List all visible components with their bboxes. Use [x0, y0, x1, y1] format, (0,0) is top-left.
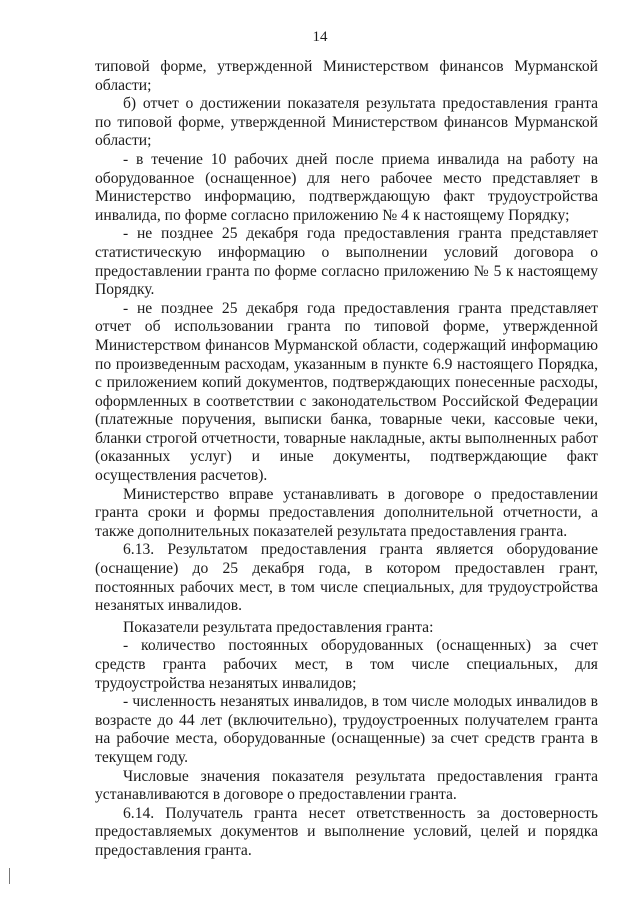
scan-edge-mark: [9, 868, 10, 884]
paragraph: - количество постоянных оборудованных (оснащенных) за счет средств гранта рабочих мест, в том числе специальных, для трудоустройства незанятых инвалидов;: [95, 637, 598, 692]
paragraph: б) отчет о достижении показателя результата предоставления гранта по типовой форме, утвержденной Министерством финансов Мурманской области;: [95, 95, 598, 150]
paragraph: - не позднее 25 декабря года предоставления гранта представляет статистическую информацию о выполнении условий договора о предоставлении гранта по форме согласно приложению № 5 к настоящему Порядку.: [95, 225, 598, 299]
paragraph: Министерство вправе устанавливать в договоре о предоставлении гранта сроки и формы предоставления дополнительной отчетности, а также дополнительных показателей результата предоставления гранта.: [95, 485, 598, 540]
paragraph: 6.14. Получатель гранта несет ответственность за достоверность предоставляемых документов и выполнение условий, целей и порядка предоставления гранта.: [95, 804, 598, 859]
paragraph: типовой форме, утвержденной Министерством финансов Мурманской области;: [95, 58, 598, 94]
document-body: [95, 58, 598, 861]
paragraph: 6.13. Результатом предоставления гранта является оборудование (оснащение) до 25 декабря года, в котором предоставлен грант, постоянных рабочих мест, в том числе специальных, для трудоустройства незанятых инвалидов.: [95, 541, 598, 615]
page-number: 14: [312, 29, 328, 45]
paragraph: - численность незанятых инвалидов, в том числе молодых инвалидов в возрасте до 44 лет (включительно), трудоустроенных получателем гранта на рабочие места, оборудованные (оснащенные) за счет средств гранта в текущем году.: [95, 693, 598, 766]
paragraph: - в течение 10 рабочих дней после приема инвалида на работу на оборудованное (оснащенное) для него рабочее место представляет в Министерство информацию, подтверждающую факт трудоустройства инвалида, по форме согласно приложению № 4 к настоящему Порядку;: [95, 150, 598, 224]
paragraph: - не позднее 25 декабря года предоставления гранта представляет отчет об использовании гранта по типовой форме, утвержденной Министерством финансов Мурманской области, содержащий информацию по произведенным расходам, указанным в пункте 6.9 настоящего Порядка, с приложением копий документов, подтверждающих понесенные расходы, оформленных в соответствии с законодательством Российской Федерации (платежные поручения, выписки банка, товарные чеки, кассовые чеки, бланки строгой отчетности, товарные накладные, акты выполненных работ (оказанных услуг) и иные документы, подтверждающие факт осуществления расчетов).: [95, 299, 598, 485]
paragraph: Числовые значения показателя результата предоставления гранта устанавливаются в договоре о предоставлении гранта.: [95, 767, 598, 804]
paragraph: Показатели результата предоставления гранта:: [123, 618, 434, 636]
